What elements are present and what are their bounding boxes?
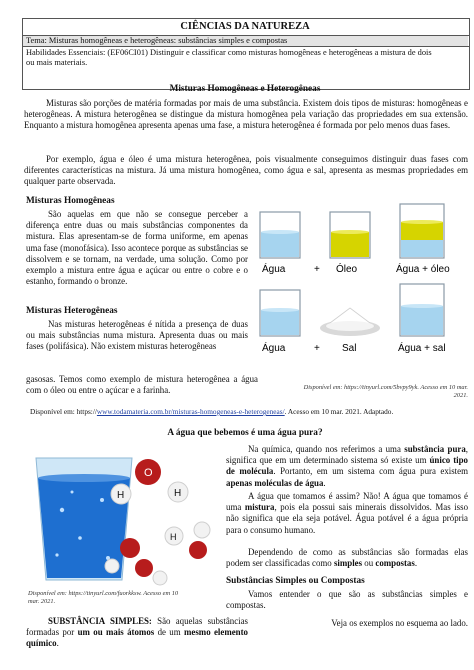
beaker-water-salt (400, 284, 444, 336)
source-suffix: . Acesso em 10 mar. 2021. Adaptado. (284, 407, 394, 416)
simple-compound-intro: Vamos entender o que são as substâncias simples e compostas. (226, 589, 468, 611)
homogeneas-title: Misturas Homogêneas (26, 196, 115, 206)
beaker-water-oil (400, 204, 444, 258)
section1-paragraph-1: Misturas são porções de matéria formadas por mais de uma substância. Existem dois tipos de misturas: homogêneas e heterogêneas. A mistura heterogênea se distingue da mistura homogênea pela variação das propriedades em sua extensão. Enquanto a mistura homogênea apresenta apenas uma fase, a mistura heterogênea é formada por pelo menos duas fases. (24, 98, 468, 131)
drinking-water-paragraph: A água que tomamos é assim? Não! A água que tomamos é uma mistura, pois ela possui sais minerais dissolvidos. Mas isso não significa que ela seja potável. Água potável é a água própria para o consumo humano. (226, 491, 469, 535)
source-link[interactable]: www.todamateria.com.br/misturas-homogeneas-e-heterogeneas/ (96, 407, 285, 416)
source-citation (30, 407, 470, 416)
tema-text: Tema: Misturas homogêneas e heterogêneas: substâncias simples e compostas (26, 36, 288, 45)
svg-text:H: H (170, 532, 177, 542)
classification-paragraph: Dependendo de como as substâncias são formadas elas podem ser classificadas como simples ou compostas. (226, 547, 468, 569)
label-oleo: Óleo (336, 264, 358, 275)
label-agua-2: Água (262, 343, 286, 354)
heterogeneas-text-continued: gasosas. Temos como exemplo de mistura heterogênea a água com o óleo ou entre o açúcar e a farinha. (26, 374, 258, 396)
mixtures-figure (250, 198, 470, 384)
simple-compound-title: Substâncias Simples ou Compostas (226, 576, 365, 586)
page-title: CIÊNCIAS DA NATUREZA (180, 21, 310, 32)
figure1-caption-line1: Disponível em: https://tinyurl.com/5bvpy9yk. Acesso em 10 mar. (303, 384, 468, 391)
label-agua-1: Água (262, 264, 286, 275)
label-agua-oleo: Água + óleo (396, 264, 450, 275)
habilidades-line1: Habilidades Essenciais: (EF06CI01) Distinguir e classificar como misturas homogêneas e heterogêneas a mistura de dois (26, 48, 432, 57)
section2-title: A água que bebemos é uma água pura? (167, 428, 323, 438)
section1-title: Misturas Homogêneas e Heterogêneas (169, 84, 321, 94)
section1-paragraph-2: Por exemplo, água e óleo é uma mistura heterogênea, pois visualmente conseguimos distinguir duas fases com diferentes características na mistura. Já uma mistura homogênea, como água e sal, apresenta as mesmas propriedades em qualquer parte observada. (24, 154, 468, 187)
label-sal: Sal (342, 343, 357, 354)
water-molecule-2 (165, 522, 210, 559)
homogeneas-text: São aquelas em que não se consegue perceber a diferença entre duas ou mais substâncias componentes da mistura. Elas apresentam-se de forma uniforme, em apenas uma fase (monofásica). Isso acontece porque as substâncias se dissolvem e se tornam, na verdade, uma solução. Como por exemplo a mistura entre água e açúcar ou entre o cobre e o estanho, formando o bronze. (26, 209, 248, 287)
svg-text:O: O (144, 467, 153, 479)
label-plus-2: + (314, 343, 320, 354)
salt-dish (320, 308, 380, 336)
habilidades-line2: ou mais materiais. (26, 58, 88, 67)
see-examples-note: Veja os exemplos no esquema ao lado. (331, 618, 468, 628)
pure-substance-paragraph: Na química, quando nos referimos a uma substância pura, significa que em um determinado sistema só existe um único tipo de molécula. Portanto, em um sistema com água pura existem apenas moléculas de água. (226, 444, 468, 488)
svg-text:H: H (117, 490, 125, 501)
beaker-water-1 (260, 212, 300, 258)
svg-text:H: H (174, 488, 182, 499)
source-prefix: Disponível em: https:// (30, 407, 97, 416)
label-agua-sal: Água + sal (398, 343, 446, 354)
figure1-caption-line2: 2021. (453, 392, 468, 399)
water-molecules-figure (22, 440, 218, 590)
label-plus-1: + (314, 264, 320, 275)
figure2-caption-line1: Disponível em: https://tinyurl.com/fuorkksw. Acesso em 10 (28, 590, 179, 597)
heterogeneas-text: Nas misturas heterogêneas é nítida a presença de duas ou mais substâncias numa mistura. Apresenta duas ou mais fases (polifásica). Não existem misturas heterogêneas (26, 319, 248, 352)
substancia-simples-definition: SUBSTÂNCIA SIMPLES: São aquelas substâncias formadas por um ou mais átomos de um mesmo elemento químico. (26, 616, 248, 649)
beaker-oil (330, 212, 370, 258)
tema-divider (22, 46, 469, 47)
beaker-water-2 (260, 290, 300, 336)
heterogeneas-title: Misturas Heterogêneas (26, 306, 118, 316)
figure2-caption-line2: mar. 2021. (28, 598, 56, 605)
